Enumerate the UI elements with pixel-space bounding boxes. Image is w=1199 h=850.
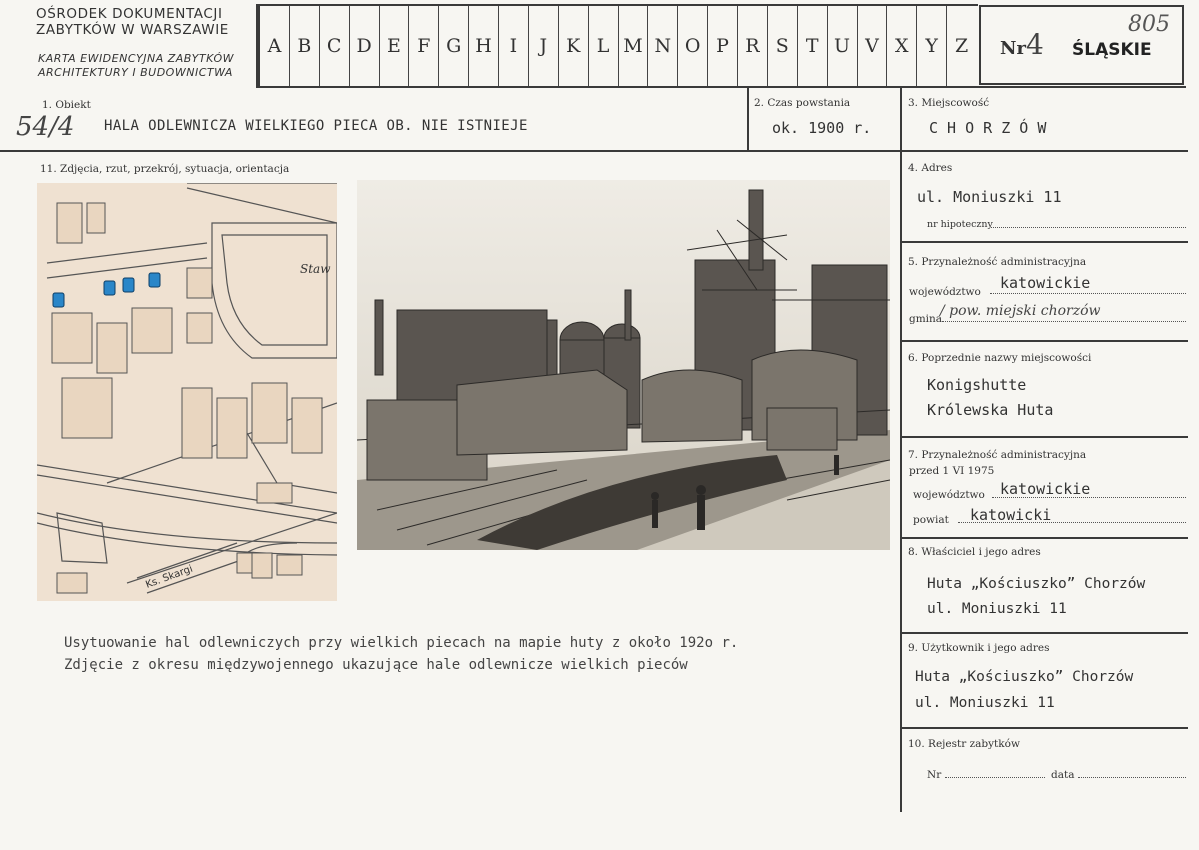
obiekt-handwritten-id: 54/4 — [16, 112, 75, 142]
index-letter-t: T — [797, 5, 827, 86]
index-letter-p: P — [707, 5, 737, 86]
index-letter-x: X — [886, 5, 916, 86]
przynaleznosc-woj-label: województwo — [909, 286, 981, 298]
caption-line-1: Usytuowanie hal odlewniczych przy wielkich piecach na mapie huty z około 192o r. — [64, 635, 739, 651]
wlasciciel-label: 8. Właściciel i jego adres — [908, 546, 1041, 558]
index-letter-r: R — [737, 5, 767, 86]
right-column-divider — [900, 86, 902, 812]
index-letter-l: L — [588, 5, 618, 86]
header-bottom-rule — [256, 86, 1186, 88]
index-letter-b: B — [289, 5, 319, 86]
header-left-rule — [256, 4, 258, 87]
rule-after-adres — [900, 241, 1188, 243]
przynaleznosc-gmina-field — [942, 321, 1186, 322]
obiekt-label: 1. Obiekt — [42, 99, 91, 111]
site-map-drawing — [37, 183, 337, 601]
number-label: Nr — [1000, 38, 1026, 59]
index-letter-y: Y — [916, 5, 946, 86]
hipoteczny-field — [991, 227, 1186, 228]
przynaleznosc-przed-label: 7. Przynależność administracyjna — [908, 449, 1087, 461]
uzytkownik-line-1: Huta „Kościuszko” Chorzów — [915, 669, 1134, 685]
index-letter-j: J — [528, 5, 558, 86]
index-letter-z: Z — [946, 5, 976, 86]
uzytkownik-line-2: ul. Moniuszki 11 — [915, 695, 1055, 711]
przed-woj-field — [992, 497, 1186, 498]
index-letter-a: A — [258, 5, 289, 86]
przed-powiat-field — [958, 522, 1186, 523]
index-letter-i: I — [498, 5, 528, 86]
row-1-bottom-rule — [0, 150, 1188, 152]
map-label-staw: Staw — [300, 262, 331, 276]
przynaleznosc-woj-field — [990, 293, 1186, 294]
rule-after-poprzednie — [900, 436, 1188, 438]
rule-after-przynaleznosc — [900, 340, 1188, 342]
index-letter-u: U — [827, 5, 857, 86]
index-letter-d: D — [349, 5, 379, 86]
card-type — [38, 52, 234, 80]
historic-photograph — [357, 180, 890, 550]
header-top-rule — [256, 4, 978, 6]
index-letter-g: G — [438, 5, 468, 86]
przynaleznosc-woj-value: katowickie — [1000, 274, 1091, 292]
miejscowosc-label: 3. Miejscowość — [908, 97, 990, 109]
zdjecia-label: 11. Zdjęcia, rzut, przekrój, sytuacja, orientacja — [40, 163, 290, 175]
poprzednie-name-2: Królewska Huta — [927, 401, 1054, 419]
rejestr-label: 10. Rejestr zabytków — [908, 738, 1020, 750]
corner-handwritten-number: 805 — [1128, 12, 1170, 37]
index-letter-m: M — [618, 5, 648, 86]
rule-after-wlasciciel — [900, 632, 1188, 634]
card-type-line-2: ARCHITEKTURY I BUDOWNICTWA — [38, 66, 233, 79]
index-letter-h: H — [468, 5, 498, 86]
miejscowosc-value: C H O R Z Ó W — [929, 119, 1047, 137]
czas-value: ok. 1900 r. — [772, 119, 872, 137]
rule-after-uzytkownik — [900, 727, 1188, 729]
hipoteczny-label: nr hipoteczny — [927, 219, 993, 230]
wlasciciel-line-2: ul. Moniuszki 11 — [927, 601, 1067, 617]
wlasciciel-line-1: Huta „Kościuszko” Chorzów — [927, 576, 1146, 592]
index-letter-o: O — [677, 5, 707, 86]
site-map — [37, 183, 337, 601]
przed-woj-label: województwo — [913, 489, 985, 501]
photograph-drawing — [357, 180, 890, 550]
czas-label: 2. Czas powstania — [754, 97, 851, 109]
rejestr-nr-label: Nr — [927, 769, 942, 781]
adres-value: ul. Moniuszki 11 — [917, 188, 1062, 206]
obiekt-value: HALA ODLEWNICZA WIELKIEGO PIECA OB. NIE ISTNIEJE — [104, 118, 528, 134]
index-letter-e: E — [379, 5, 409, 86]
institution-line-1: OŚRODEK DOKUMENTACJI — [36, 6, 223, 22]
przed-powiat-value: katowicki — [970, 506, 1052, 524]
alphabet-index — [258, 5, 976, 86]
region-name: ŚLĄSKIE — [1072, 40, 1152, 60]
uzytkownik-label: 9. Użytkownik i jego adres — [908, 642, 1050, 654]
index-letter-k: K — [558, 5, 588, 86]
przynaleznosc-przed-date: przed 1 VI 1975 — [909, 465, 995, 477]
przynaleznosc-gmina-label: gmina — [909, 313, 943, 325]
rule-after-przynaleznosc-przed — [900, 537, 1188, 539]
map-label-street: Ks. Skargi — [144, 563, 195, 591]
index-letter-f: F — [408, 5, 438, 86]
institution-line-2: ZABYTKÓW W WARSZAWIE — [36, 22, 229, 38]
index-letter-c: C — [319, 5, 349, 86]
caption-line-2: Zdjęcie z okresu międzywojennego ukazujące hale odlewnicze wielkich pieców — [64, 657, 688, 673]
przed-woj-value: katowickie — [1000, 480, 1091, 498]
przed-powiat-label: powiat — [913, 514, 949, 526]
institution-name — [36, 6, 229, 38]
card-type-line-1: KARTA EWIDENCYJNA ZABYTKÓW — [38, 52, 235, 65]
poprzednie-name-1: Konigshutte — [927, 376, 1027, 394]
index-letter-v: V — [857, 5, 887, 86]
rejestr-data-field — [1078, 777, 1186, 778]
przynaleznosc-label: 5. Przynależność administracyjna — [908, 256, 1087, 268]
adres-label: 4. Adres — [908, 162, 953, 174]
index-letter-n: N — [647, 5, 677, 86]
number-value: 4 — [1026, 28, 1044, 61]
poprzednie-label: 6. Poprzednie nazwy miejscowości — [908, 352, 1092, 364]
rejestr-data-label: data — [1051, 769, 1075, 781]
divider-obiekt-czas — [747, 86, 749, 150]
rejestr-nr-field — [945, 777, 1045, 778]
index-letter-s: S — [767, 5, 797, 86]
photo-caption — [64, 632, 738, 676]
przynaleznosc-gmina-value: / pow. miejski chorzów — [940, 303, 1101, 319]
